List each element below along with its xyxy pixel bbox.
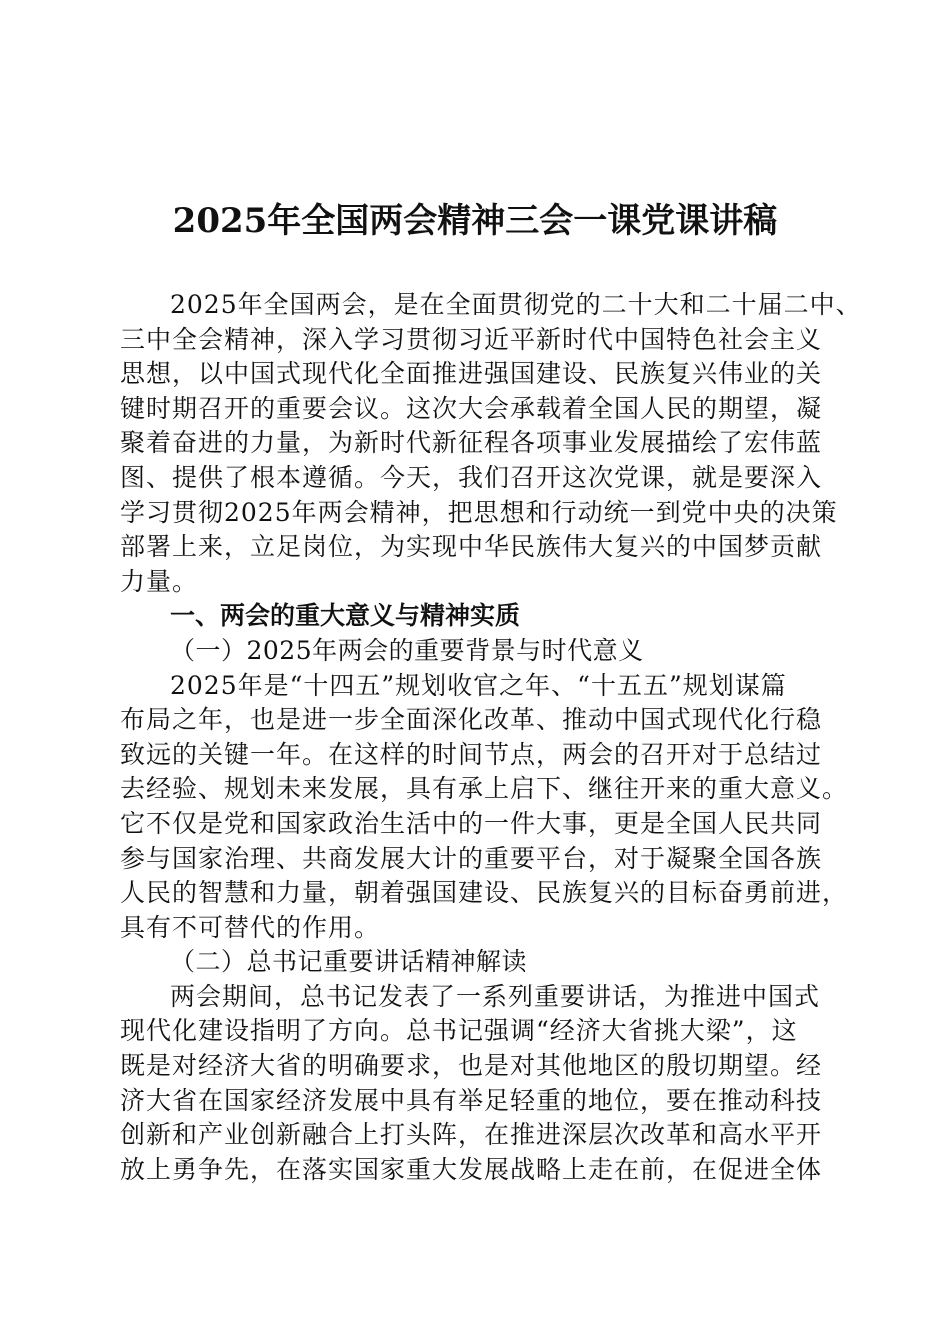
text-line: 布局之年，也是进一步全面深化改革、推动中国式现代化行稳 [120, 705, 823, 735]
text-line: 参与国家治理、共商发展大计的重要平台，对于凝聚全国各族 [120, 843, 823, 873]
text-line: 具有不可替代的作用。 [120, 912, 381, 942]
text-line: 2025年是“十四五”规划收官之年、“十五五”规划谋篇 [170, 670, 787, 700]
document-body [120, 288, 862, 1187]
text-line: 现代化建设指明了方向。总书记强调“经济大省挑大梁”，这 [120, 1016, 798, 1046]
text-line: 键时期召开的重要会议。这次大会承载着全国人民的期望，凝 [120, 393, 823, 423]
text-line: 三中全会精神，深入学习贯彻习近平新时代中国特色社会主义 [120, 324, 823, 354]
text-line: 力量。 [120, 566, 199, 596]
text-line: 致远的关键一年。在这样的时间节点，两会的召开对于总结过 [120, 739, 823, 769]
text-line: 聚着奋进的力量，为新时代新征程各项事业发展描绘了宏伟蓝 [120, 428, 823, 458]
text-line: 放上勇争先，在落实国家重大发展战略上走在前，在促进全体 [120, 1154, 823, 1184]
subsection-heading: （一）2025年两会的重要背景与时代意义 [170, 635, 644, 665]
text-line: 它不仅是党和国家政治生活中的一件大事，更是全国人民共同 [120, 808, 823, 838]
text-line: 去经验、规划未来发展，具有承上启下、继往开来的重大意义。 [120, 774, 849, 804]
text-line: 两会期间，总书记发表了一系列重要讲话，为推进中国式 [170, 981, 821, 1011]
text-line: 既是对经济大省的明确要求，也是对其他地区的殷切期望。经 [120, 1051, 823, 1081]
text-line: 人民的智慧和力量，朝着强国建设、民族复兴的目标奋勇前进， [120, 878, 849, 908]
document-title: 2025年全国两会精神三会一课党课讲稿 [172, 201, 778, 241]
text-line: 部署上来，立足岗位，为实现中华民族伟大复兴的中国梦贡献 [120, 532, 823, 562]
text-line: 2025年全国两会，是在全面贯彻党的二十大和二十届二中、 [170, 290, 862, 319]
text-line: 学习贯彻2025年两会精神，把思想和行动统一到党中央的决策 [120, 497, 838, 527]
text-line: 创新和产业创新融合上打头阵，在推进深层次改革和高水平开 [120, 1120, 823, 1150]
section-heading: 一、两会的重大意义与精神实质 [170, 601, 521, 631]
text-line: 济大省在国家经济发展中具有举足轻重的地位，要在推动科技 [120, 1085, 823, 1115]
subsection-heading: （二）总书记重要讲话精神解读 [170, 947, 528, 977]
text-line: 图、提供了根本遵循。今天，我们召开这次党课，就是要深入 [120, 462, 823, 492]
text-line: 思想，以中国式现代化全面推进强国建设、民族复兴伟业的关 [120, 359, 823, 389]
